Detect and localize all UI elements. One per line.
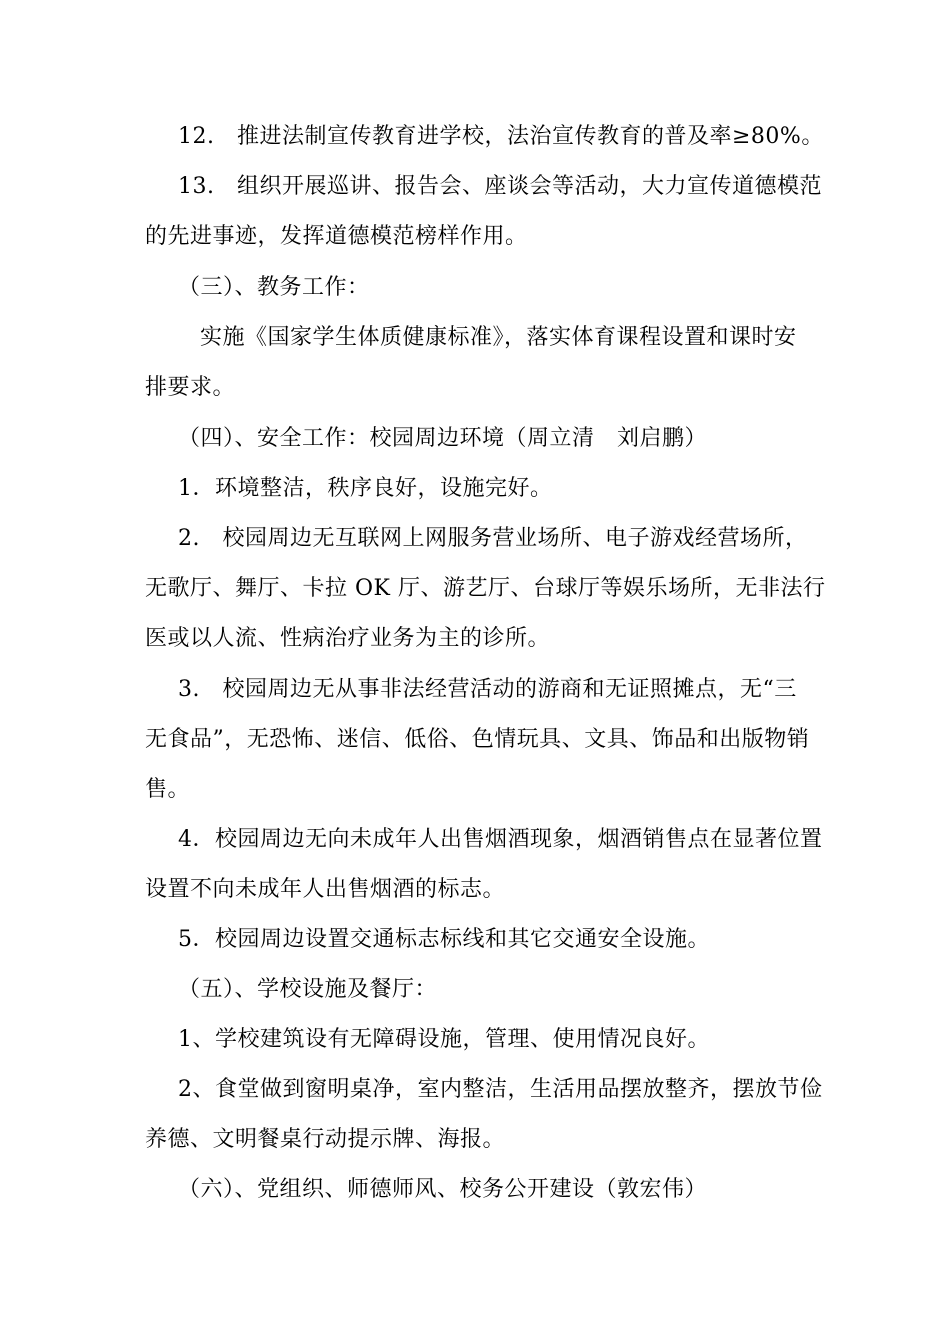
section-4-item-4-line-1: 4．校园周边无向未成年人出售烟酒现象，烟酒销售点在显著位置 [178,827,823,852]
section-5-item-2-line-1: 2、食堂做到窗明桌净，室内整洁，生活用品摆放整齐，摆放节俭 [178,1077,823,1102]
section-4-heading: （四）、安全工作：校园周边环境（周立清 刘启鹏） [178,426,708,451]
section-4-item-3-line-2: 无食品”，无恐怖、迷信、低俗、色情玩具、文具、饰品和出版物销 [145,727,810,752]
section-5-item-2-line-2: 养德、文明餐桌行动提示牌、海报。 [145,1127,506,1152]
item-12-line-1: 12. 推进法制宣传教育进学校，法治宣传教育的普及率≥80%。 [178,124,824,149]
section-3-heading: （三）、教务工作： [178,275,370,300]
section-4-item-3-line-3: 售。 [145,777,191,802]
item-13-line-2: 的先进事迹，发挥道德模范榜样作用。 [145,224,528,249]
section-3-body-line-2: 排要求。 [145,375,236,400]
section-4-item-1: 1．环境整洁，秩序良好，设施完好。 [178,476,553,501]
section-4-item-2-line-2: 无歌厅、舞厅、卡拉 OK 厅、游艺厅、台球厅等娱乐场所，无非法行 [145,576,826,601]
section-5-item-1: 1、学校建筑设有无障碍设施，管理、使用情况良好。 [178,1027,710,1052]
section-4-item-3-line-1: 3. 校园周边无从事非法经营活动的游商和无证照摊点，无“三 [178,677,797,702]
section-4-item-5: 5．校园周边设置交通标志标线和其它交通安全设施。 [178,927,710,952]
section-5-heading: （五）、学校设施及餐厅： [178,977,438,1002]
section-3-body-line-1: 实施《国家学生体质健康标准》，落实体育课程设置和课时安 [200,325,797,350]
item-13-line-1: 13. 组织开展巡讲、报告会、座谈会等活动，大力宣传道德模范 [178,174,822,199]
section-4-item-4-line-2: 设置不向未成年人出售烟酒的标志。 [145,877,506,902]
section-6-heading: （六）、党组织、师德师风、校务公开建设（敦宏伟） [178,1177,708,1202]
section-4-item-2-line-1: 2. 校园周边无互联网上网服务营业场所、电子游戏经营场所， [178,526,808,551]
section-4-item-2-line-3: 医或以人流、性病治疗业务为主的诊所。 [145,626,551,651]
